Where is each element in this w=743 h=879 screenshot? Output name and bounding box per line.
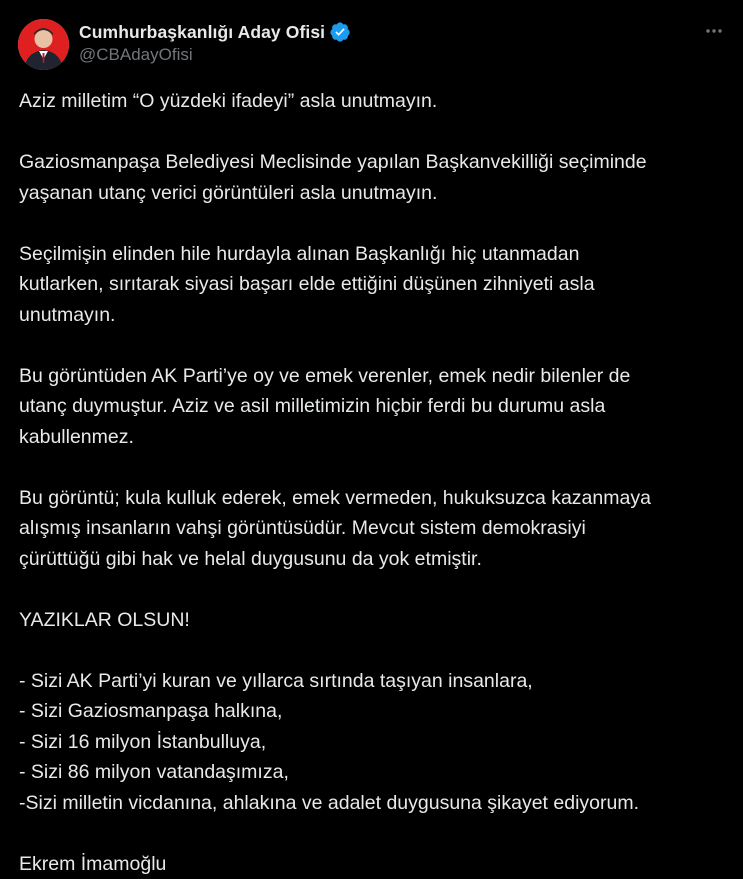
author-name-row [79,20,351,44]
tweet-text-line: YAZIKLAR OLSUN! [19,605,734,636]
tweet-text-line: Bu görüntü; kula kulluk ederek, emek vermeden, hukuksuzca kazanmaya [19,483,734,514]
tweet-text-line: Ekrem İmamoğlu [19,849,734,879]
verified-badge-icon [329,21,351,43]
tweet-text-line: utanç duymuştur. Aziz ve asil milletimizin hiçbir ferdi bu durumu asla [19,391,734,422]
tweet-text-line: alışmış insanların vahşi görüntüsüdür. Mevcut sistem demokrasiyi [19,513,734,544]
tweet-text-line: Gaziosmanpaşa Belediyesi Meclisinde yapılan Başkanvekilliği seçiminde [19,147,734,178]
tweet-text-line: -Sizi milletin vicdanına, ahlakına ve adalet duygusuna şikayet ediyorum. [19,788,734,819]
paragraph-gap [19,330,734,361]
paragraph-gap [19,452,734,483]
paragraph-gap [19,117,734,148]
tweet-text-line: - Sizi 86 milyon vatandaşımıza, [19,757,734,788]
tweet-text-line: yaşanan utanç verici görüntüleri asla unutmayın. [19,178,734,209]
author-handle[interactable]: @CBAdayOfisi [79,45,193,65]
tweet-text-line: kutlarken, sırıtarak siyasi başarı elde ettiğini düşünen zihniyeti asla [19,269,734,300]
tweet-text-line: - Sizi 16 milyon İstanbulluya, [19,727,734,758]
more-horizontal-icon[interactable] [703,20,725,42]
tweet-text-line: kabullenmez. [19,422,734,453]
tweet-text-line: unutmayın. [19,300,734,331]
tweet-text-line: - Sizi AK Parti’yi kuran ve yıllarca sırtında taşıyan insanlara, [19,666,734,697]
profile-avatar[interactable] [18,19,69,70]
paragraph-gap [19,635,734,666]
paragraph-gap [19,574,734,605]
tweet-text-line: Aziz milletim “O yüzdeki ifadeyi” asla unutmayın. [19,86,734,117]
tweet-text-line: - Sizi Gaziosmanpaşa halkına, [19,696,734,727]
paragraph-gap [19,818,734,849]
author-display-name[interactable]: Cumhurbaşkanlığı Aday Ofisi [79,22,325,43]
tweet-text [19,86,734,879]
paragraph-gap [19,208,734,239]
tweet-text-line: Bu görüntüden AK Parti’ye oy ve emek verenler, emek nedir bilenler de [19,361,734,392]
tweet-text-line: Seçilmişin elinden hile hurdayla alınan Başkanlığı hiç utanmadan [19,239,734,270]
tweet-text-line: çürüttüğü gibi hak ve helal duygusunu da yok etmiştir. [19,544,734,575]
